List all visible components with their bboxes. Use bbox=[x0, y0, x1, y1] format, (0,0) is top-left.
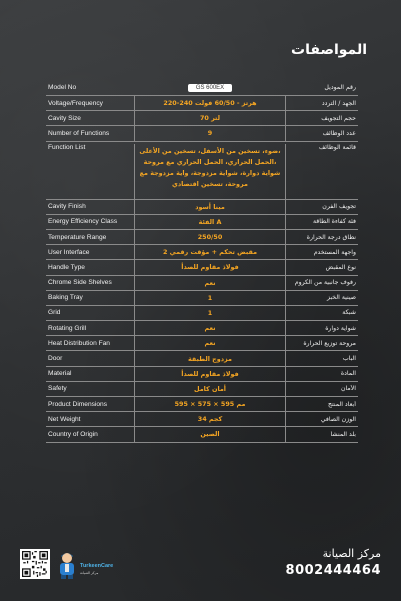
spec-label-ar: مروحة توزيع الحرارة bbox=[303, 339, 356, 347]
spec-label-ar: نوع المقبض bbox=[325, 263, 356, 271]
spec-label-ar: قائمة الوظائف bbox=[318, 143, 356, 151]
spec-label-ar: بلد المنشأ bbox=[330, 430, 356, 438]
model-number-box: GS 600EX bbox=[188, 84, 232, 92]
spec-label-en: Material bbox=[48, 370, 72, 378]
spec-label-en: User Interface bbox=[48, 248, 90, 256]
spec-label-en: Rotating Grill bbox=[48, 324, 87, 332]
service-center-title: مركز الصيانة bbox=[322, 547, 381, 560]
spec-label-ar: حجم التجويف bbox=[321, 114, 356, 122]
spec-value: نعم bbox=[134, 336, 286, 350]
brand-name: TurkeenCare bbox=[80, 563, 114, 569]
spec-label-en: Temperature Range bbox=[48, 233, 107, 241]
spec-value: نعم bbox=[134, 276, 286, 290]
spec-value: نعم bbox=[134, 321, 286, 335]
spec-label-ar: الوزن الصافي bbox=[320, 415, 356, 423]
spec-value-line: مروحة، تسخين اقتصادي bbox=[172, 179, 248, 188]
spec-row bbox=[46, 291, 358, 306]
spec-label-ar: المادة bbox=[340, 370, 356, 378]
spec-label-en: Heat Distribution Fan bbox=[48, 339, 110, 347]
spec-value: 2 مقبض تحكم + مؤقت رقمي bbox=[134, 245, 286, 259]
spec-label-ar: فئة كفاءة الطاقة bbox=[312, 218, 356, 226]
spec-row bbox=[46, 367, 358, 382]
spec-value: أمان كامل bbox=[134, 382, 286, 396]
spec-label-ar: عدد الوظائف bbox=[322, 129, 356, 137]
spec-value bbox=[134, 80, 286, 95]
spec-label-ar: نطاق درجة الحرارة bbox=[306, 233, 356, 241]
spec-row bbox=[46, 382, 358, 397]
spec-label-ar: شواية دوارة bbox=[325, 324, 356, 332]
spec-label-ar: رقم الموديل bbox=[324, 84, 356, 91]
service-phone-number[interactable]: 8002444464 bbox=[285, 563, 381, 578]
footer bbox=[20, 547, 381, 587]
brand-subtitle: مركز الصيانة bbox=[80, 571, 99, 575]
spec-value-line: الحمل الحراري، الحمل الحراري مع مروحة، bbox=[143, 157, 277, 166]
spec-label-en: Country of Origin bbox=[48, 430, 98, 438]
spec-value: 1 bbox=[134, 306, 286, 320]
spec-label-en: Chrome Side Shelves bbox=[48, 279, 112, 287]
spec-label-ar: الجهد / التردد bbox=[321, 99, 356, 107]
spec-label-en: Function List bbox=[48, 143, 86, 151]
spec-row bbox=[46, 321, 358, 336]
spec-row bbox=[46, 427, 358, 442]
spec-value: مينا أسود bbox=[134, 200, 286, 214]
spec-value: فولاذ مقاوم للصدأ bbox=[134, 260, 286, 274]
spec-value: 70 لتر bbox=[134, 111, 286, 125]
spec-value bbox=[134, 144, 286, 199]
page-title: المواصفات bbox=[291, 42, 367, 58]
spec-label-en: Cavity Size bbox=[48, 114, 81, 122]
spec-row bbox=[46, 260, 358, 275]
spec-label-en: Energy Efficiency Class bbox=[48, 218, 118, 226]
spec-label-ar: واجهة المستخدم bbox=[313, 248, 356, 256]
spec-row bbox=[46, 412, 358, 427]
spec-label-ar: شبكة bbox=[342, 309, 356, 317]
spec-label-en: Voltage/Frequency bbox=[48, 99, 103, 107]
spec-label-ar: أبعاد المنتج bbox=[328, 400, 356, 408]
spec-value: 1 bbox=[134, 291, 286, 305]
spec-label-en: Baking Tray bbox=[48, 294, 83, 302]
spec-row bbox=[46, 230, 358, 245]
spec-row bbox=[46, 215, 358, 230]
spec-table bbox=[46, 80, 358, 443]
spec-value: 34 كجم bbox=[134, 412, 286, 426]
spec-row bbox=[46, 96, 358, 111]
spec-label-en: Safety bbox=[48, 385, 67, 393]
spec-value: الصين bbox=[134, 427, 286, 441]
spec-row bbox=[46, 111, 358, 126]
spec-label-en: Number of Functions bbox=[48, 129, 110, 137]
spec-value: 250/50 bbox=[134, 230, 286, 244]
qr-code-icon[interactable] bbox=[20, 549, 50, 579]
spec-row bbox=[46, 80, 358, 96]
spec-row bbox=[46, 126, 358, 141]
spec-label-ar: صينية الخبز bbox=[326, 294, 356, 302]
spec-label-en: Grid bbox=[48, 309, 61, 317]
spec-row bbox=[46, 200, 358, 215]
spec-label-en: Product Dimensions bbox=[48, 400, 108, 408]
spec-row bbox=[46, 397, 358, 412]
spec-row bbox=[46, 306, 358, 321]
spec-value: مزدوج الطبقة bbox=[134, 351, 286, 365]
spec-label-ar: تجويف الفرن bbox=[322, 203, 356, 211]
spec-value: الفئة A bbox=[134, 215, 286, 229]
spec-value-line: شواية دوارة، شواية مزدوجة، واية مزدوجة مع bbox=[139, 168, 281, 177]
spec-label-en: Door bbox=[48, 355, 63, 363]
technician-mascot-icon bbox=[56, 551, 78, 579]
spec-value: 9 bbox=[134, 126, 286, 140]
spec-row bbox=[46, 276, 358, 291]
spec-label-en: Cavity Finish bbox=[48, 203, 86, 211]
spec-row bbox=[46, 336, 358, 351]
spec-row bbox=[46, 142, 358, 200]
spec-value: 220-240 هرتز - 60/50 فولت bbox=[134, 96, 286, 110]
spec-label-ar: الباب bbox=[342, 355, 356, 363]
spec-label-en: Model No bbox=[48, 84, 77, 91]
spec-row bbox=[46, 245, 358, 260]
spec-label-ar: رفوف جانبية من الكروم bbox=[294, 279, 356, 287]
spec-value: 595 × 575 × 595 مم bbox=[134, 397, 286, 411]
spec-label-ar: الأمان bbox=[341, 385, 356, 393]
spec-row bbox=[46, 351, 358, 366]
spec-value: فولاذ مقاوم للصدأ bbox=[134, 367, 286, 381]
spec-label-en: Net Weight bbox=[48, 415, 81, 423]
spec-label-en: Handle Type bbox=[48, 263, 85, 271]
spec-value-line: ضوء، تسخين من الأسفل، تسخين من الأعلى، bbox=[139, 146, 281, 155]
